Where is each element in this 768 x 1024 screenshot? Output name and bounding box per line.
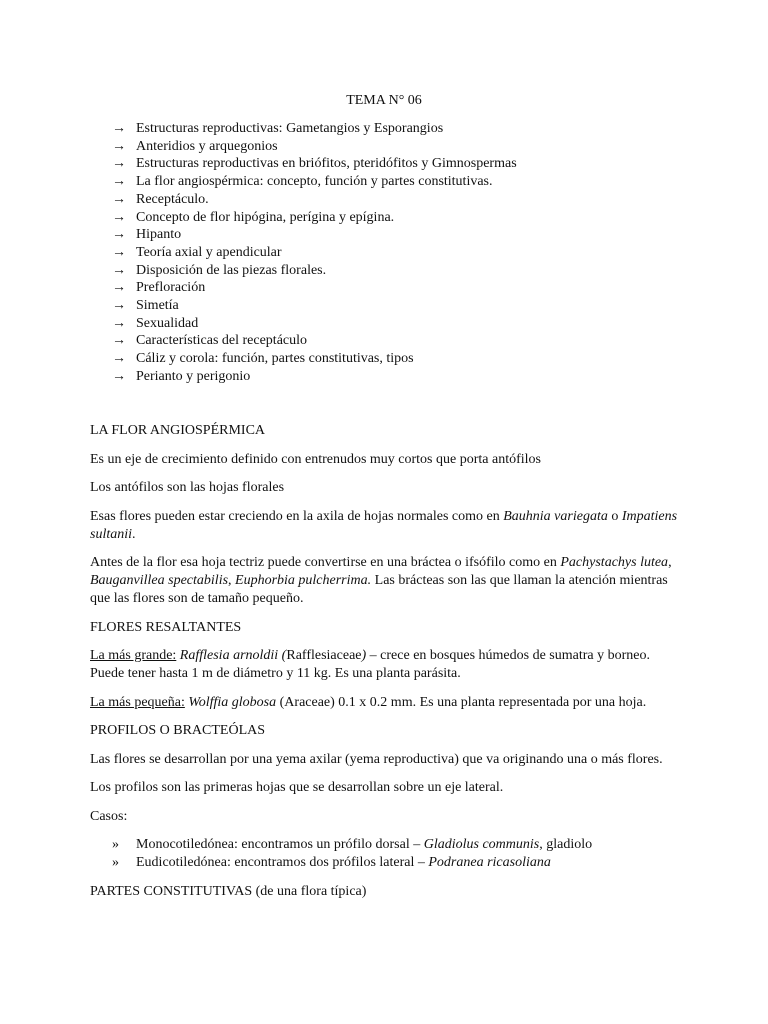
arrow-icon: → [112, 121, 126, 136]
list-item: → Cáliz y corola: función, partes constitutivas, tipos [112, 351, 414, 367]
species-name: Euphorbia pulcherrima. [235, 573, 372, 588]
list-item: » Eudicotiledónea: encontramos dos prófilos lateral – Podranea ricasoliana [112, 855, 551, 870]
section-heading-resaltantes: FLORES RESALTANTES [90, 619, 242, 635]
species-name: Gladiolus communis [423, 837, 540, 852]
species-name: Bauhnia variegata [503, 508, 608, 524]
paragraph: La más pequeña: Wolffia globosa (Araceae) 0.1 x 0.2 mm. Es una planta representada por una hoja. [90, 694, 647, 710]
arrow-icon: → [112, 280, 126, 296]
list-item: → Receptáculo. [112, 191, 209, 207]
list-item: → Concepto de flor hipógina, perígina y epígina. [112, 209, 395, 225]
casos-label: Casos: [90, 808, 128, 824]
list-item: » Monocotiledónea: encontramos un prófilo dorsal – Gladiolus communis, gladiolo [112, 837, 593, 852]
arrow-icon: → [112, 244, 126, 260]
arrow-icon: → [112, 138, 126, 154]
list-item: → Estructuras reproductivas en briófitos, pteridófitos y Gimnospermas [112, 156, 517, 172]
list-item: → Perianto y perigonio [112, 368, 251, 384]
list-item: → Estructuras reproductivas: Gametangios y Esporangios [112, 121, 444, 136]
paragraph: La más grande: Rafflesia arnoldii (Rafflesiaceae) – crece en bosques húmedos de sumatra y borneo. Puede tener hasta 1 m de diámetro y 11 kg. Es una planta parásita. [90, 648, 650, 681]
section-heading-flor: LA FLOR ANGIOSPÉRMICA [90, 423, 266, 438]
arrow-icon: → [112, 174, 126, 190]
species-name: Impatiens sultanii [90, 508, 678, 542]
species-name: Rafflesia arnoldii ( [179, 648, 287, 663]
species-name: Bauganvillea spectabilis [90, 573, 229, 588]
arrow-icon: → [112, 156, 126, 172]
species-name: Podranea ricasoliana [428, 855, 551, 870]
list-item: → Teoría axial y apendicular [112, 244, 282, 260]
list-item: → La flor angiospérmica: concepto, función y partes constitutivas. [112, 174, 493, 190]
arrow-icon: → [112, 368, 126, 384]
section-heading-profilos: PROFILOS O BRACTEÓLAS [90, 723, 266, 738]
arrow-icon: → [112, 262, 126, 278]
species-name: Pachystachys lutea [560, 555, 669, 570]
underlined-label: La más grande: [90, 648, 177, 663]
list-item: → Sexualidad [112, 315, 199, 331]
topic-list [112, 120, 517, 386]
arrow-icon: → [112, 333, 126, 349]
arrow-icon: → [112, 298, 126, 314]
document-body [90, 422, 680, 911]
chevron-right-double-icon: » [112, 837, 119, 852]
paragraph: Los antófilos son las hojas florales [90, 480, 285, 495]
paragraph: Los profilos son las primeras hojas que se desarrollan sobre un eje lateral. [90, 780, 504, 795]
paragraph: Esas flores pueden estar creciendo en la axila de hojas normales como en Bauhnia variegata o Impatiens sultanii. [90, 508, 678, 542]
underlined-label: La más pequeña: [90, 694, 185, 710]
species-name: Wolffia globosa [188, 694, 277, 710]
arrow-icon: → [112, 351, 126, 367]
list-item: → Prefloración [112, 280, 206, 296]
arrow-icon: → [112, 315, 126, 331]
list-item: → Hipanto [112, 227, 182, 243]
list-item: → Simetía [112, 298, 179, 314]
section-heading-partes: PARTES CONSTITUTIVAS (de una flora típica) [90, 883, 367, 899]
paragraph: Las flores se desarrollan por una yema axilar (yema reproductiva) que va originando una o más flores. [90, 751, 663, 767]
arrow-icon: → [112, 227, 126, 243]
casos-list [90, 836, 680, 872]
paragraph: Es un eje de crecimiento definido con entrenudos muy cortos que porta antófilos [90, 451, 541, 467]
list-item: → Anteridios y arquegonios [112, 138, 278, 154]
paragraph: Antes de la flor esa hoja tectriz puede convertirse en una bráctea o ifsófilo como en Pachystachys lutea, Bauganvillea spectabilis, Euphorbia pulcherrima. Las brácteas son las que llaman la atención mientras que las flores son de tamaño pequeño. [90, 555, 672, 606]
document-title: TEMA N° 06 [346, 93, 422, 108]
list-item: → Disposición de las piezas florales. [112, 262, 327, 278]
list-item: → Características del receptáculo [112, 333, 308, 349]
arrow-icon: → [112, 209, 126, 225]
arrow-icon: → [112, 191, 126, 207]
chevron-right-double-icon: » [112, 855, 119, 870]
